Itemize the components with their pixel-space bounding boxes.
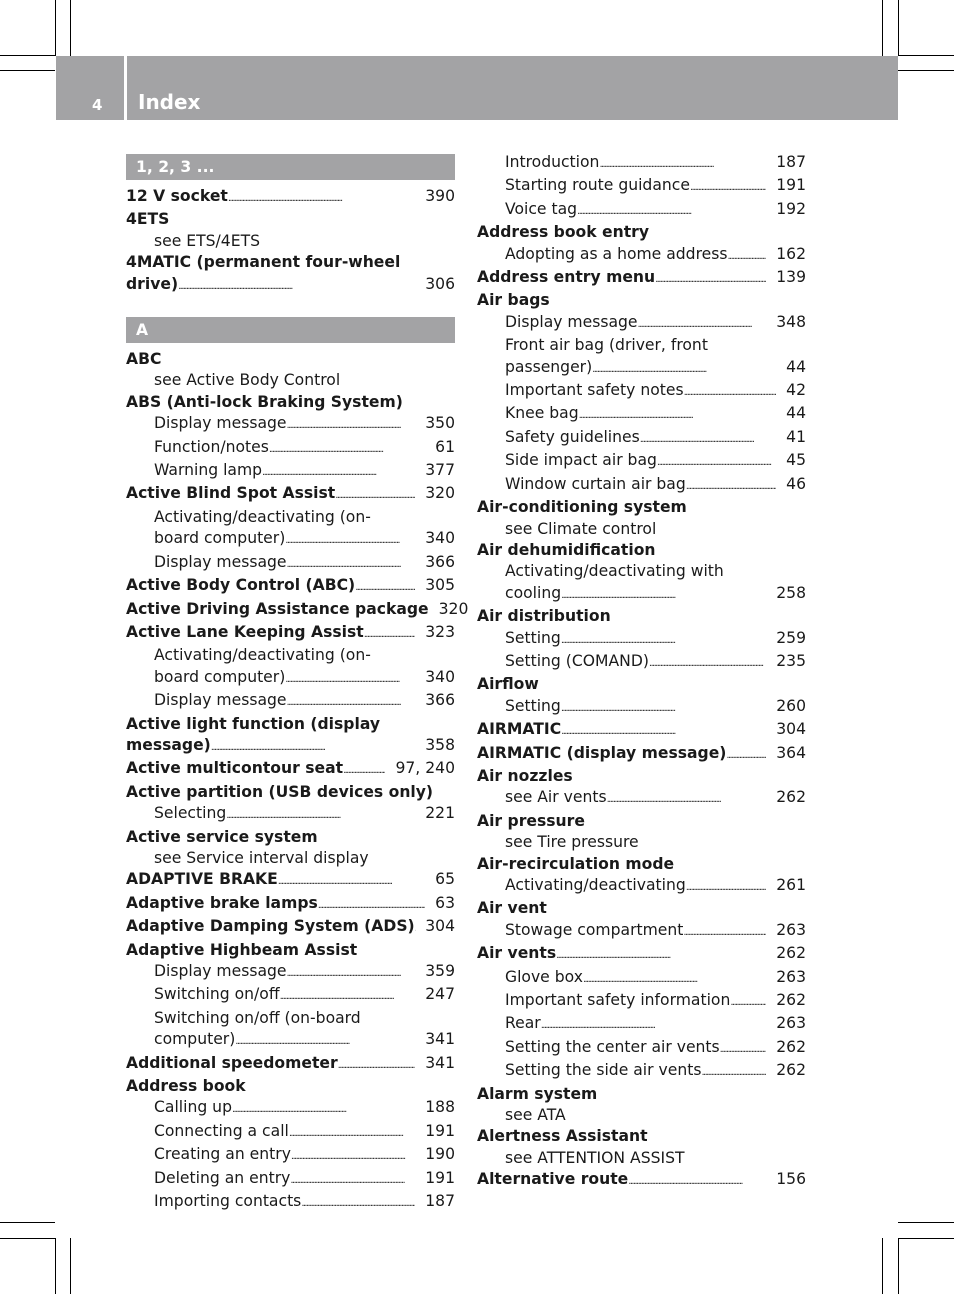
page-reference: 187 <box>425 1192 455 1211</box>
dot-leader <box>228 186 415 209</box>
entry-label: Important safety notes <box>505 381 684 400</box>
page-reference: 348 <box>776 312 806 331</box>
index-entry <box>126 893 455 916</box>
page-reference: 304 <box>425 917 455 936</box>
index-entry-heading: Alertness Assistant <box>477 1127 648 1146</box>
dot-leader <box>290 1168 415 1191</box>
dot-leader <box>655 267 766 290</box>
dot-leader <box>541 1013 767 1036</box>
page-reference: 263 <box>776 967 806 986</box>
page-reference: 63 <box>435 893 455 912</box>
index-entry-heading: 4ETS <box>126 210 170 229</box>
page-reference: 258 <box>776 583 806 602</box>
dot-leader <box>690 175 766 198</box>
dot-leader <box>561 719 766 742</box>
index-subentry: see Active Body Control <box>154 371 341 390</box>
entry-label: Safety guidelines <box>505 427 640 446</box>
page-reference: 221 <box>425 804 455 823</box>
dot-leader <box>335 483 415 506</box>
dot-leader <box>561 696 766 719</box>
page-reference: 340 <box>425 667 455 686</box>
page-reference: 235 <box>776 651 806 670</box>
crop-mark <box>882 1238 883 1294</box>
index-entry-heading: ABS (Anti-lock Braking System) <box>126 392 403 411</box>
page-reference: 350 <box>425 414 455 433</box>
index-subentry: see ATA <box>505 1106 566 1125</box>
index-subentry <box>126 528 455 551</box>
crop-mark <box>0 70 55 71</box>
entry-label: Deleting an entry <box>154 1168 291 1187</box>
entry-label: Display message <box>154 414 287 433</box>
crop-mark <box>0 1222 55 1223</box>
entry-label: Display message <box>154 552 287 571</box>
dot-leader <box>592 357 776 380</box>
entry-label: Activating/deactivating <box>505 876 686 894</box>
index-subentry <box>126 437 455 460</box>
entry-label: passenger) <box>505 357 593 376</box>
dot-leader <box>211 735 415 758</box>
index-entry <box>126 274 455 297</box>
crop-mark <box>55 1238 56 1294</box>
entry-label: Adaptive Damping System (ADS) <box>126 917 415 936</box>
index-entry-heading: Active service system <box>126 827 318 846</box>
page-reference: 41 <box>786 427 806 446</box>
index-entry <box>126 735 455 758</box>
page-reference: 323 <box>425 622 455 641</box>
index-subentry <box>477 787 806 810</box>
index-subentry <box>126 1144 455 1167</box>
index-entry <box>126 186 455 209</box>
index-entry <box>126 599 469 622</box>
index-subentry <box>477 199 806 222</box>
dot-leader <box>232 1097 415 1120</box>
index-subentry: see Climate control <box>505 519 657 538</box>
index-subentry: Activating/deactivating (on- <box>154 507 371 526</box>
page-reference: 262 <box>776 991 806 1010</box>
page-reference: 61 <box>435 437 455 456</box>
entry-label: Switching on/off <box>154 985 280 1004</box>
page-reference: 366 <box>425 691 455 710</box>
entry-label: Calling up <box>154 1098 232 1117</box>
page-reference: 390 <box>425 187 455 205</box>
page-reference: 247 <box>425 985 455 1004</box>
entry-label: Alternative route <box>477 1170 629 1189</box>
index-entry-heading: Air pressure <box>477 811 585 830</box>
page-reference: 364 <box>776 743 806 762</box>
entry-label: Setting the side air vents <box>505 1061 702 1080</box>
index-entry <box>126 758 455 781</box>
index-entry-heading: Air-recirculation mode <box>477 854 675 873</box>
entry-label: Active Blind Spot Assist <box>126 484 336 503</box>
page-reference: 262 <box>776 944 806 963</box>
page-reference: 162 <box>776 244 806 263</box>
index-subentry <box>477 651 806 674</box>
index-subentry <box>477 312 806 335</box>
dot-leader <box>287 552 416 575</box>
index-entry-heading: Air vent <box>477 899 547 918</box>
page-reference: 305 <box>425 576 455 595</box>
page-reference: 260 <box>776 696 806 715</box>
dot-leader <box>262 460 415 483</box>
page-reference: 44 <box>786 404 806 423</box>
entry-label: board computer) <box>154 529 286 548</box>
dot-leader <box>226 803 415 826</box>
dot-leader <box>178 274 415 297</box>
entry-label: Adopting as a home address <box>505 244 728 263</box>
page-reference: 262 <box>776 788 806 807</box>
entry-label: Introduction <box>505 153 600 171</box>
crop-mark <box>898 1222 954 1223</box>
crop-mark <box>70 1238 71 1294</box>
dot-leader <box>561 583 766 606</box>
crop-mark <box>0 55 55 56</box>
entry-label: Knee bag <box>505 404 579 423</box>
page-reference: 262 <box>776 1061 806 1080</box>
entry-label: Warning lamp <box>154 461 263 480</box>
index-entry <box>477 743 806 766</box>
entry-label: board computer) <box>154 667 286 686</box>
entry-label: Window curtain air bag <box>505 474 686 493</box>
index-subentry <box>477 427 806 450</box>
entry-label: Important safety information <box>505 991 731 1010</box>
entry-label: drive) <box>126 274 179 293</box>
page-number: 4 <box>92 96 103 114</box>
index-subentry <box>477 474 806 497</box>
page-reference: 341 <box>425 1053 455 1072</box>
dot-leader <box>235 1029 415 1052</box>
index-subentry <box>126 667 455 690</box>
dot-leader <box>577 199 766 222</box>
entry-label: Display message <box>154 962 287 980</box>
index-subentry <box>126 984 455 1007</box>
page-reference: 191 <box>425 1121 455 1140</box>
index-entry-heading: 4MATIC (permanent four-wheel <box>126 253 401 272</box>
index-entry-heading: Alarm system <box>477 1084 598 1103</box>
entry-label: Voice tag <box>505 199 578 218</box>
entry-label: Setting (COMAND) <box>505 651 649 670</box>
dot-leader <box>355 575 415 598</box>
dot-leader <box>683 920 766 943</box>
index-subentry <box>126 552 455 575</box>
dot-leader <box>720 1037 767 1060</box>
dot-leader <box>287 413 416 436</box>
crop-mark <box>898 70 954 71</box>
page-reference: 320 <box>438 599 469 618</box>
page-reference: 46 <box>786 474 806 493</box>
dot-leader <box>278 869 425 892</box>
index-entry <box>126 869 455 892</box>
dot-leader <box>291 1144 415 1167</box>
index-entry-heading: ABC <box>126 350 162 369</box>
index-entry-heading: Adaptive Highbeam Assist <box>126 940 358 959</box>
index-subentry <box>477 1013 806 1036</box>
dot-leader <box>728 244 767 267</box>
index-subentry <box>477 920 806 943</box>
entry-label: Starting route guidance <box>505 176 690 195</box>
dot-leader <box>301 1191 415 1214</box>
index-subentry <box>477 583 806 606</box>
entry-label: 12 V socket <box>126 187 228 205</box>
entry-label: Active Driving Assistance package <box>126 599 429 618</box>
index-subentry <box>477 380 806 403</box>
index-subentry: see ATTENTION ASSIST <box>505 1148 685 1167</box>
dot-leader <box>638 312 767 335</box>
entry-label: Display message <box>154 691 287 710</box>
dot-leader <box>686 474 776 497</box>
index-subentry <box>477 628 806 651</box>
page-reference: 97, 240 <box>395 759 455 778</box>
page-reference: 366 <box>425 552 455 571</box>
index-entry <box>126 1053 455 1076</box>
page-reference: 45 <box>786 451 806 470</box>
index-subentry <box>477 990 806 1013</box>
page-reference: 341 <box>425 1030 455 1049</box>
page-reference: 156 <box>776 1170 806 1189</box>
dot-leader <box>657 450 776 473</box>
crop-mark <box>882 0 883 56</box>
entry-label: Rear <box>505 1014 541 1033</box>
entry-label: message) <box>126 735 211 754</box>
dot-leader <box>684 380 777 403</box>
entry-label: Stowage compartment <box>505 920 684 939</box>
page-reference: 340 <box>425 529 455 548</box>
index-entry <box>477 719 806 742</box>
dot-leader <box>561 628 766 651</box>
page-reference: 263 <box>776 1014 806 1033</box>
page-reference: 187 <box>776 153 806 171</box>
dot-leader <box>556 943 766 966</box>
dot-leader <box>364 622 416 645</box>
entry-label: Setting <box>505 696 561 715</box>
header-divider <box>124 56 127 120</box>
page-reference: 359 <box>425 962 455 980</box>
entry-label: ADAPTIVE BRAKE <box>126 870 278 889</box>
index-subentry <box>477 244 806 267</box>
page-reference: 263 <box>776 920 806 939</box>
dot-leader <box>287 961 416 984</box>
entry-label: Side impact air bag <box>505 451 657 470</box>
dot-leader <box>287 690 416 713</box>
entry-label: Active multicontour seat <box>126 759 344 778</box>
entry-label: Creating an entry <box>154 1145 291 1164</box>
index-subentry <box>126 1097 455 1120</box>
dot-leader <box>583 967 766 990</box>
page-title: Index <box>138 90 201 114</box>
entry-label: see Air vents <box>505 788 607 807</box>
dot-leader <box>599 152 766 175</box>
page-reference: 42 <box>786 381 806 400</box>
dot-leader <box>289 1121 415 1144</box>
page-reference: 377 <box>425 461 455 480</box>
index-subentry <box>477 175 806 198</box>
page-reference: 261 <box>776 876 806 894</box>
entry-label: Active Lane Keeping Assist <box>126 622 364 641</box>
index-entry-heading: Airflow <box>477 675 539 694</box>
index-entry-heading: Address book <box>126 1077 246 1096</box>
index-entry-heading: Air bags <box>477 291 550 310</box>
index-subentry <box>126 413 455 436</box>
index-entry <box>126 622 455 645</box>
dot-leader <box>338 1053 416 1076</box>
page-reference: 192 <box>776 199 806 218</box>
index-subentry <box>477 403 806 426</box>
crop-mark <box>70 0 71 56</box>
index-entry-heading: Active light function (display <box>126 714 381 733</box>
index-subentry: Switching on/off (on-board <box>154 1008 361 1027</box>
page-reference: 358 <box>425 735 455 754</box>
entry-label: Address entry menu <box>477 268 656 287</box>
entry-label: Setting the center air vents <box>505 1037 720 1056</box>
index-entry-heading: Air dehumidification <box>477 540 656 559</box>
index-entry-heading: Air distribution <box>477 607 611 626</box>
entry-label: Importing contacts <box>154 1192 302 1211</box>
entry-label: AIRMATIC (display message) <box>477 743 727 762</box>
index-subentry <box>477 967 806 990</box>
entry-label: Glove box <box>505 967 583 986</box>
index-entry-heading: Active partition (USB devices only) <box>126 782 434 801</box>
page-reference: 44 <box>786 357 806 376</box>
dot-leader <box>269 437 425 460</box>
dot-leader <box>579 403 777 426</box>
dot-leader <box>686 875 766 898</box>
entry-label: Setting <box>505 628 561 647</box>
dot-leader <box>701 1060 766 1083</box>
index-subentry <box>126 803 455 826</box>
index-entry-heading: Air-conditioning system <box>477 498 687 517</box>
entry-label: cooling <box>505 583 562 602</box>
entry-label: Connecting a call <box>154 1121 289 1140</box>
entry-label: computer) <box>154 1030 236 1049</box>
dot-leader <box>343 758 385 781</box>
index-subentry <box>126 961 455 984</box>
dot-leader <box>285 667 415 690</box>
index-subentry <box>126 690 455 713</box>
index-section-header: 1, 2, 3 ... <box>126 154 455 180</box>
index-subentry: see ETS/4ETS <box>154 231 260 250</box>
crop-mark <box>898 1238 954 1239</box>
index-subentry <box>126 1191 455 1214</box>
index-subentry: Activating/deactivating (on- <box>154 646 371 665</box>
entry-label: Selecting <box>154 804 227 823</box>
entry-label: Display message <box>505 312 638 331</box>
entry-label: Function/notes <box>154 437 269 456</box>
index-entry <box>477 267 806 290</box>
index-subentry <box>477 875 806 898</box>
dot-leader <box>640 427 776 450</box>
page-reference: 259 <box>776 628 806 647</box>
crop-mark <box>0 1238 55 1239</box>
page-reference: 139 <box>776 268 806 287</box>
index-subentry <box>126 1029 455 1052</box>
dot-leader <box>649 651 766 674</box>
index-subentry: Front air bag (driver, front <box>505 336 708 355</box>
dot-leader <box>280 984 416 1007</box>
crop-mark <box>898 0 899 56</box>
index-subentry: see Tire pressure <box>505 833 639 852</box>
page-reference: 262 <box>776 1037 806 1056</box>
index-subentry <box>477 1037 806 1060</box>
page-header <box>56 56 898 120</box>
index-entry <box>126 483 455 506</box>
index-subentry: Activating/deactivating with <box>505 562 724 581</box>
dot-leader <box>730 990 766 1013</box>
page-reference: 320 <box>425 484 455 503</box>
entry-label: Air vents <box>477 944 557 963</box>
crop-mark <box>55 0 56 56</box>
page-reference: 188 <box>425 1098 455 1117</box>
index-subentry <box>477 1060 806 1083</box>
dot-leader <box>285 528 415 551</box>
index-entry <box>477 1169 806 1192</box>
crop-mark <box>898 55 954 56</box>
index-subentry <box>126 1168 455 1191</box>
index-subentry: see Service interval display <box>154 848 369 867</box>
page-reference: 191 <box>776 176 806 195</box>
index-section-header: A <box>126 317 455 343</box>
dot-leader <box>318 893 425 916</box>
index-entry-heading: Address book entry <box>477 223 650 242</box>
page-reference: 306 <box>425 274 455 293</box>
page-reference: 190 <box>425 1145 455 1164</box>
crop-mark <box>898 1238 899 1294</box>
index-subentry <box>477 357 806 380</box>
index-entry <box>126 575 455 598</box>
page-reference: 304 <box>776 720 806 739</box>
entry-label: Active Body Control (ABC) <box>126 576 356 595</box>
entry-label: AIRMATIC <box>477 720 562 739</box>
index-entry-heading: Air nozzles <box>477 766 573 785</box>
index-subentry <box>126 1121 455 1144</box>
index-subentry <box>477 152 806 175</box>
index-column-right <box>477 152 806 1193</box>
entry-label: Additional speedometer <box>126 1053 338 1072</box>
index-subentry <box>477 696 806 719</box>
entry-label: Adaptive brake lamps <box>126 893 318 912</box>
dot-leader <box>628 1169 766 1192</box>
dot-leader <box>726 743 766 766</box>
index-subentry <box>477 450 806 473</box>
page-reference: 65 <box>435 870 455 889</box>
dot-leader <box>607 787 767 810</box>
page-reference: 191 <box>425 1168 455 1187</box>
index-subentry <box>126 460 455 483</box>
index-entry <box>126 916 455 939</box>
index-column-left <box>126 152 469 1214</box>
index-entry <box>477 943 806 966</box>
